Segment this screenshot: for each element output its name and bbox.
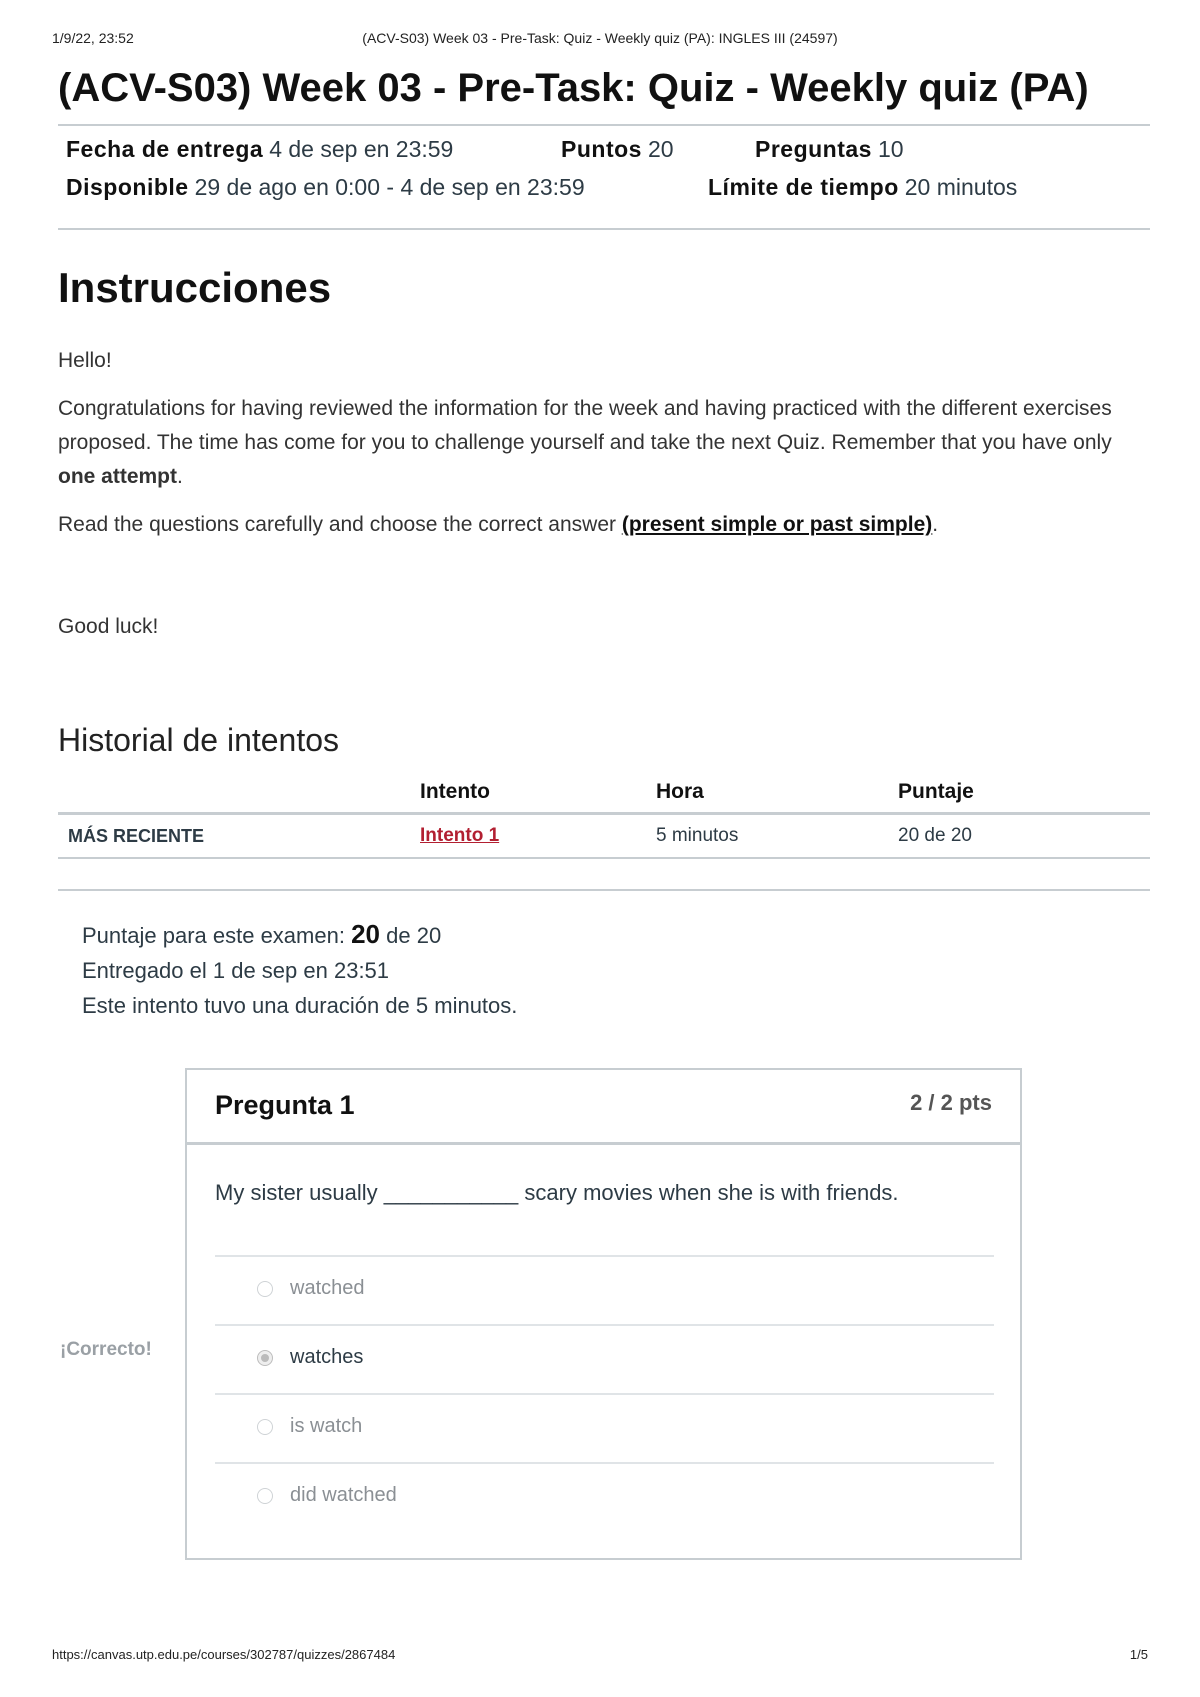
radio-button[interactable] bbox=[257, 1488, 273, 1504]
quiz-title: (ACV-S03) Week 03 - Pre-Task: Quiz - Weekly quiz (PA) bbox=[58, 66, 1089, 110]
instructions-period-2: . bbox=[932, 513, 939, 536]
answer-text: did watched bbox=[290, 1484, 397, 1506]
print-footer bbox=[52, 1647, 1148, 1667]
history-col-attempt: Intento bbox=[420, 774, 656, 814]
answer-option[interactable] bbox=[215, 1395, 994, 1464]
instructions-title: Instrucciones bbox=[58, 264, 332, 311]
due-date-value: 4 de sep en 23:59 bbox=[269, 136, 454, 162]
duration-line: Este intento tuvo una duración de 5 minutos. bbox=[82, 993, 518, 1018]
history-row-time: 5 minutos bbox=[656, 814, 898, 859]
history-row-label: MÁS RECIENTE bbox=[58, 814, 420, 859]
quiz-content bbox=[58, 60, 1150, 1023]
page-number: 1/5 bbox=[1129, 1647, 1148, 1662]
instructions-text: Congratulations for having reviewed the information for the week and having practiced with the different exercises proposed. The time has come for you to challenge yourself and take the next Quiz. Remember that you have only bbox=[58, 397, 1112, 454]
question-card bbox=[185, 1068, 1022, 1560]
answer-text: watched bbox=[290, 1277, 365, 1299]
instructions-text-2: Read the questions carefully and choose the correct answer bbox=[58, 513, 622, 536]
available-label: Disponible bbox=[66, 174, 189, 200]
print-url: https://canvas.utp.edu.pe/courses/302787/quizzes/2867484 bbox=[52, 1647, 396, 1662]
time-limit-label: Límite de tiempo bbox=[708, 174, 899, 200]
question-points: 2 / 2 pts bbox=[910, 1090, 992, 1115]
divider bbox=[58, 889, 1150, 891]
score-total: de 20 bbox=[386, 923, 442, 948]
history-col-time: Hora bbox=[656, 774, 898, 814]
due-date-label: Fecha de entrega bbox=[66, 136, 264, 162]
instructions-paragraph bbox=[58, 392, 1150, 494]
answer-option[interactable] bbox=[215, 1257, 994, 1326]
answer-option[interactable] bbox=[215, 1464, 994, 1531]
history-col-score: Puntaje bbox=[898, 774, 1150, 814]
quiz-meta bbox=[58, 124, 1150, 230]
attempt-link[interactable]: Intento 1 bbox=[420, 825, 500, 846]
submitted-line: Entregado el 1 de sep en 23:51 bbox=[82, 958, 390, 983]
instructions-link[interactable]: (present simple or past simple) bbox=[621, 513, 933, 536]
points-value: 20 bbox=[647, 136, 674, 162]
instructions bbox=[58, 260, 1150, 644]
instructions-good-luck: Good luck! bbox=[58, 615, 159, 638]
history-title: Historial de intentos bbox=[58, 722, 340, 758]
time-limit-value: 20 minutos bbox=[904, 174, 1018, 200]
score-label: Puntaje para este examen: bbox=[82, 923, 345, 948]
history-row-score: 20 de 20 bbox=[898, 814, 1150, 859]
history-col-empty bbox=[58, 774, 420, 814]
instructions-hello: Hello! bbox=[58, 349, 112, 372]
answer-text: watches bbox=[290, 1346, 364, 1368]
instructions-bold: one attempt bbox=[58, 465, 178, 488]
questions-count bbox=[755, 136, 904, 163]
score-line bbox=[82, 917, 1150, 953]
due-date bbox=[66, 136, 453, 163]
attempt-summary bbox=[58, 917, 1150, 1023]
question-header bbox=[187, 1070, 1020, 1145]
answer-text: is watch bbox=[290, 1415, 363, 1437]
radio-button-selected[interactable] bbox=[257, 1350, 273, 1366]
available-value: 29 de ago en 0:00 - 4 de sep en 23:59 bbox=[194, 174, 585, 200]
print-date: 1/9/22, 23:52 bbox=[52, 30, 134, 46]
history-row bbox=[58, 814, 1150, 859]
available bbox=[66, 174, 585, 201]
correct-flag: ¡Correcto! bbox=[60, 1339, 152, 1360]
print-document-title: (ACV-S03) Week 03 - Pre-Task: Quiz - Weekly quiz (PA): INGLES III (24597) bbox=[362, 30, 838, 46]
answer-list bbox=[215, 1255, 994, 1531]
time-limit bbox=[708, 174, 1017, 201]
score-value: 20 bbox=[351, 919, 380, 949]
questions-label: Preguntas bbox=[755, 136, 872, 162]
instructions-paragraph-2 bbox=[58, 508, 1150, 542]
question-name: Pregunta 1 bbox=[215, 1090, 355, 1120]
points bbox=[561, 136, 674, 163]
history-row-attempt-cell bbox=[420, 814, 656, 859]
history-table bbox=[58, 774, 1150, 859]
answer-option-selected[interactable] bbox=[215, 1326, 994, 1395]
questions-value: 10 bbox=[877, 136, 904, 162]
question-text: My sister usually ___________ scary movies when she is with friends. bbox=[215, 1180, 899, 1205]
history-header-row bbox=[58, 774, 1150, 814]
points-label: Puntos bbox=[561, 136, 642, 162]
instructions-period: . bbox=[177, 465, 183, 488]
print-header bbox=[52, 30, 1148, 50]
radio-button[interactable] bbox=[257, 1419, 273, 1435]
radio-button[interactable] bbox=[257, 1281, 273, 1297]
